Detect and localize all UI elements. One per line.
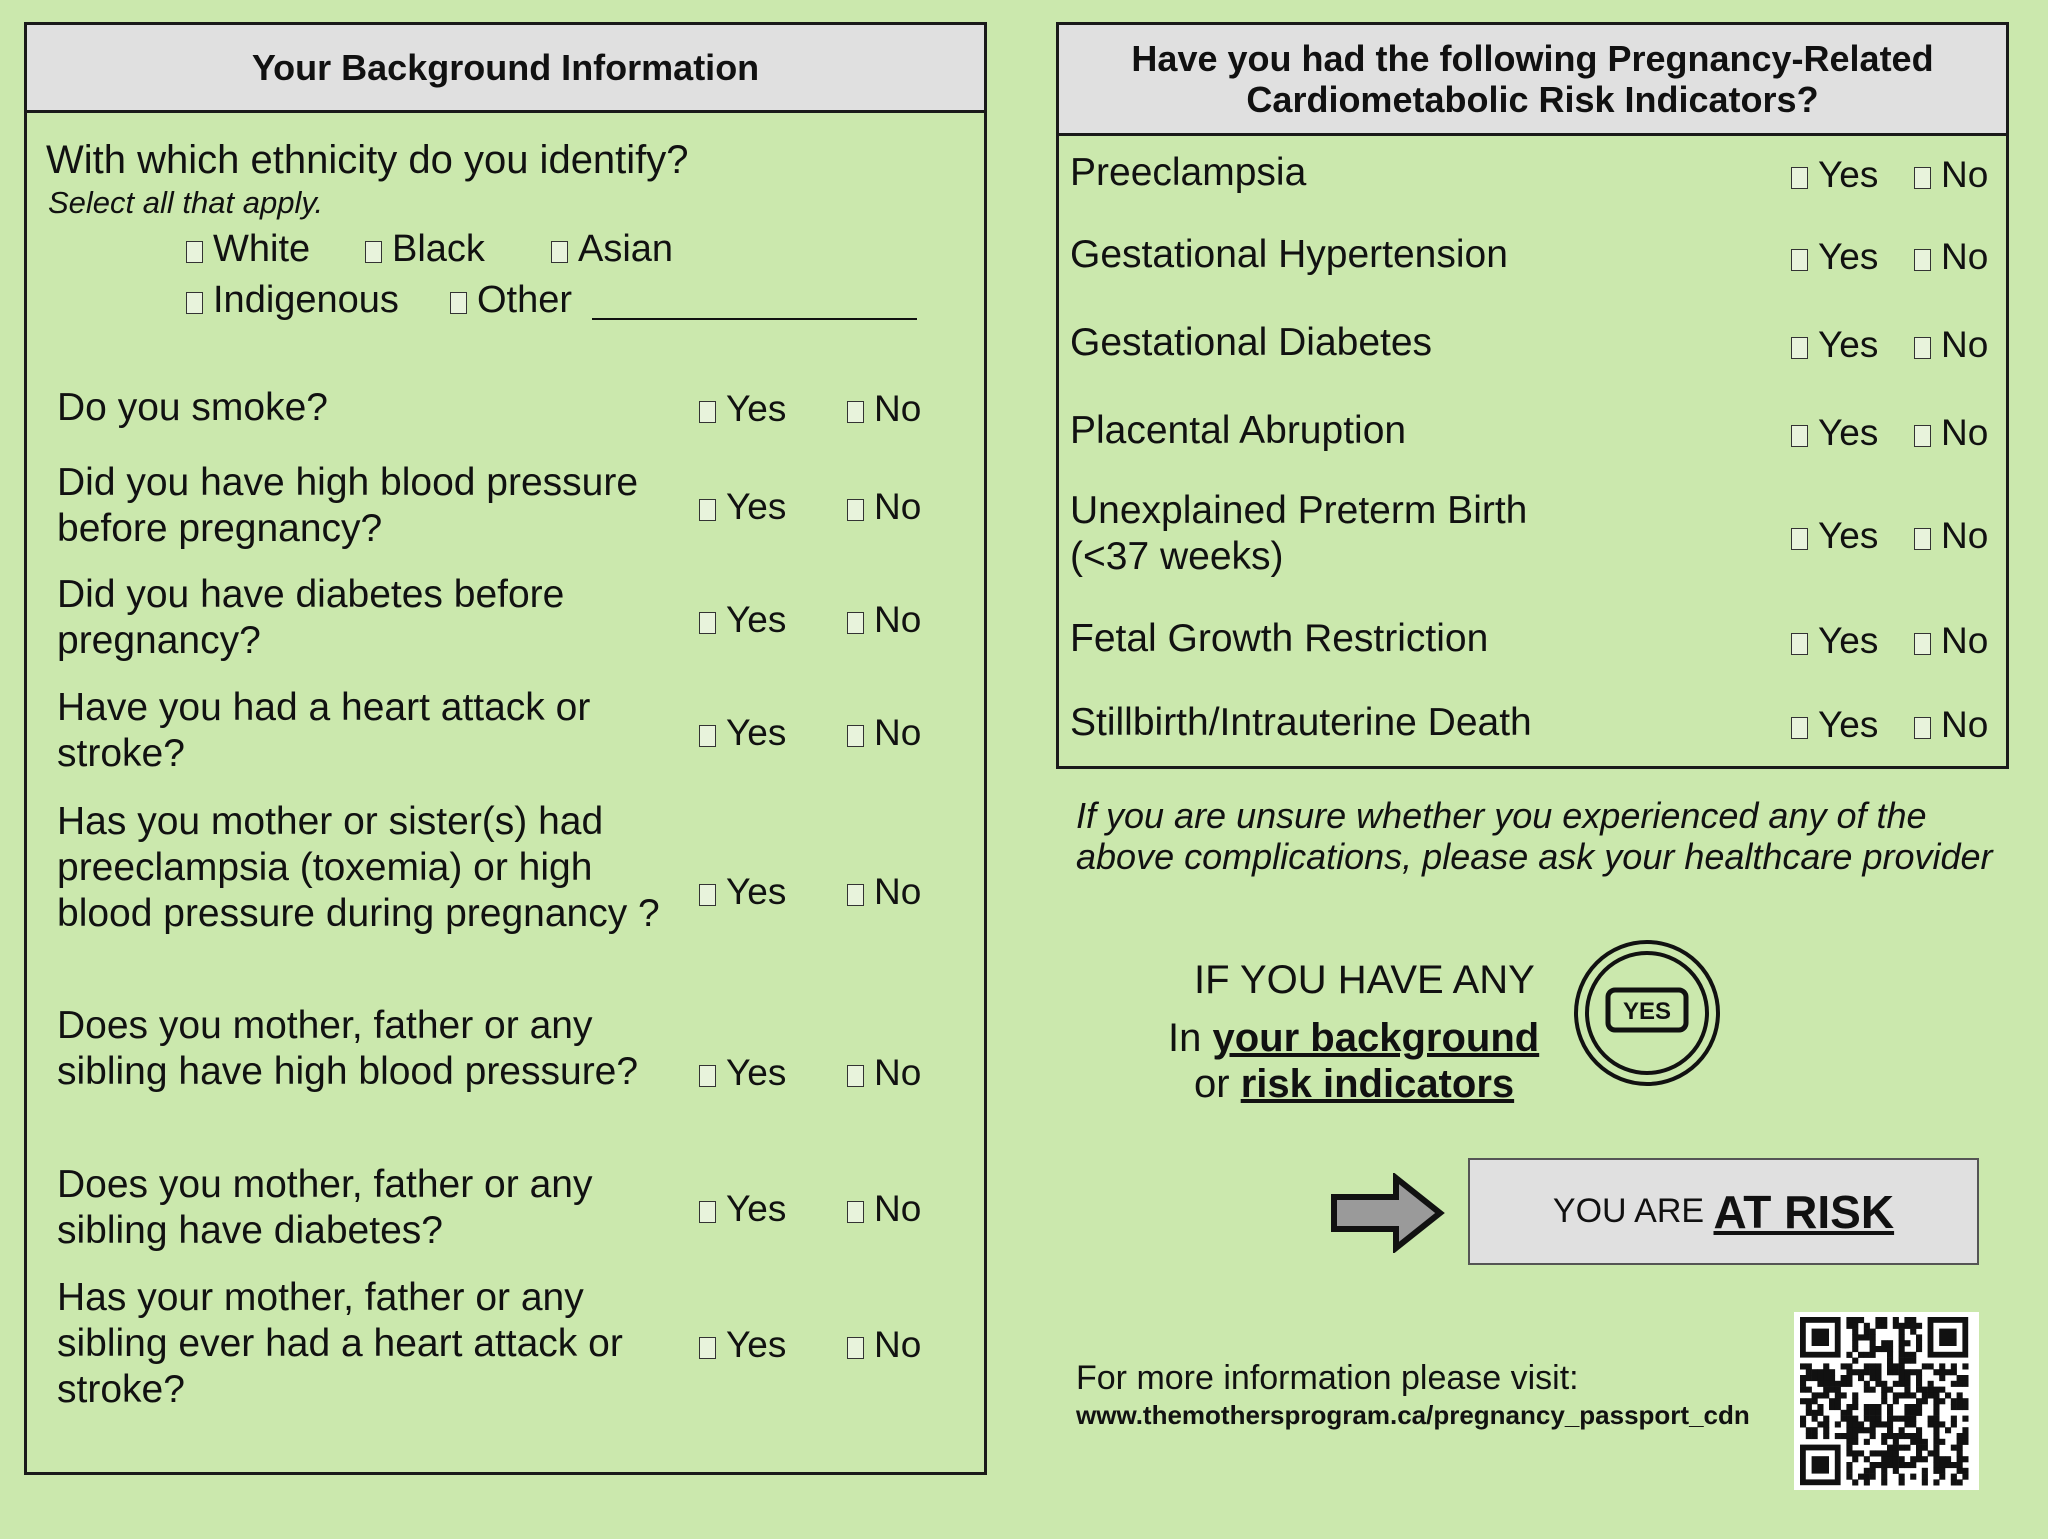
unsure-note: If you are unsure whether you experienced any of the above complications, please ask your healthcare provider	[1076, 795, 1993, 877]
checkbox[interactable]	[1791, 528, 1808, 550]
checkbox[interactable]	[847, 1201, 864, 1223]
preeclampsia-yes[interactable]: Yes	[1791, 154, 1878, 196]
checkbox[interactable]	[699, 1065, 716, 1087]
checkbox[interactable]	[1914, 249, 1931, 271]
heart-attack-no[interactable]: No	[847, 712, 921, 754]
checkbox[interactable]	[1914, 337, 1931, 359]
placental-abruption-no[interactable]: No	[1914, 412, 1988, 454]
checkbox[interactable]	[1914, 528, 1931, 550]
ethnicity-option-indigenous[interactable]: Indigenous	[186, 279, 399, 322]
checkbox[interactable]	[847, 884, 864, 906]
ethnicity-option-asian[interactable]: Asian	[551, 228, 673, 271]
risk-indicators-link: risk indicators	[1240, 1062, 1515, 1106]
checkbox[interactable]	[186, 241, 203, 263]
checkbox[interactable]	[1791, 633, 1808, 655]
risk-title: Have you had the following Pregnancy-Related Cardiometabolic Risk Indicators?	[1059, 25, 2006, 136]
placental-abruption-yes[interactable]: Yes	[1791, 412, 1878, 454]
smoke-yes[interactable]: Yes	[699, 388, 786, 430]
checkbox[interactable]	[551, 241, 568, 263]
preterm-birth-no[interactable]: No	[1914, 515, 1988, 557]
risk-item-stillbirth: Stillbirth/Intrauterine Death	[1070, 701, 1532, 744]
checkbox[interactable]	[847, 612, 864, 634]
arrow-right-icon	[1330, 1173, 1446, 1253]
ethnicity-hint: Select all that apply.	[48, 185, 324, 220]
risk-item-gestational-diabetes: Gestational Diabetes	[1070, 321, 1433, 364]
family-heart-attack-no[interactable]: No	[847, 1324, 921, 1366]
other-ethnicity-line[interactable]	[592, 318, 917, 320]
ethnicity-option-other[interactable]: Other	[450, 279, 572, 322]
heart-attack-yes[interactable]: Yes	[699, 712, 786, 754]
fetal-growth-restriction-no[interactable]: No	[1914, 620, 1988, 662]
risk-item-preeclampsia: Preeclampsia	[1070, 151, 1307, 194]
checkbox[interactable]	[1791, 425, 1808, 447]
qr-code[interactable]	[1794, 1312, 1979, 1490]
stillbirth-no[interactable]: No	[1914, 704, 1988, 746]
at-risk-emphasis: AT RISK	[1713, 1185, 1895, 1238]
checkbox[interactable]	[1791, 249, 1808, 271]
callout-line-2: In your background	[1168, 1016, 1540, 1060]
question-family-preeclampsia: Has you mother or sister(s) had preeclampsia (toxemia) or high blood pressure during pregnancy ?	[57, 800, 660, 935]
fetal-growth-restriction-yes[interactable]: Yes	[1791, 620, 1878, 662]
ethnicity-question: With which ethnicity do you identify?	[46, 138, 689, 182]
checkbox[interactable]	[699, 1337, 716, 1359]
question-bp-before: Did you have high blood pressure before pregnancy?	[57, 461, 639, 550]
checkbox[interactable]	[1914, 167, 1931, 189]
question-family-bp: Does you mother, father or any sibling have high blood pressure?	[57, 1004, 639, 1093]
diabetes-before-yes[interactable]: Yes	[699, 599, 786, 641]
checkbox[interactable]	[1914, 425, 1931, 447]
checkbox[interactable]	[699, 499, 716, 521]
gestational-hypertension-yes[interactable]: Yes	[1791, 236, 1878, 278]
risk-item-fetal-growth-restriction: Fetal Growth Restriction	[1070, 617, 1489, 660]
checkbox[interactable]	[365, 241, 382, 263]
checkbox[interactable]	[186, 292, 203, 314]
checkbox[interactable]	[699, 612, 716, 634]
question-family-heart-attack: Has your mother, father or any sibling ever had a heart attack or stroke?	[57, 1276, 623, 1411]
checkbox[interactable]	[1791, 717, 1808, 739]
checkbox[interactable]	[699, 401, 716, 423]
family-diabetes-no[interactable]: No	[847, 1188, 921, 1230]
checkbox[interactable]	[1791, 167, 1808, 189]
checkbox[interactable]	[699, 1201, 716, 1223]
gestational-hypertension-no[interactable]: No	[1914, 236, 1988, 278]
ethnicity-option-black[interactable]: Black	[365, 228, 485, 271]
bp-before-no[interactable]: No	[847, 486, 921, 528]
preterm-birth-yes[interactable]: Yes	[1791, 515, 1878, 557]
gestational-diabetes-yes[interactable]: Yes	[1791, 324, 1878, 366]
family-preeclampsia-no[interactable]: No	[847, 871, 921, 913]
diabetes-before-no[interactable]: No	[847, 599, 921, 641]
checkbox[interactable]	[1914, 717, 1931, 739]
checkbox[interactable]	[847, 1065, 864, 1087]
question-smoke: Do you smoke?	[57, 386, 328, 429]
risk-item-gestational-hypertension: Gestational Hypertension	[1070, 233, 1508, 276]
risk-item-preterm-birth: Unexplained Preterm Birth (<37 weeks)	[1070, 489, 1528, 578]
ethnicity-option-white[interactable]: White	[186, 228, 310, 271]
yes-badge-text: YES	[1622, 998, 1672, 1025]
callout-line-1: IF YOU HAVE ANY	[1194, 958, 1535, 1002]
footer-url[interactable]: www.themothersprogram.ca/pregnancy_passport_cdn	[1076, 1400, 1750, 1430]
checkbox[interactable]	[1791, 337, 1808, 359]
checkbox[interactable]	[847, 1337, 864, 1359]
smoke-no[interactable]: No	[847, 388, 921, 430]
checkbox[interactable]	[1914, 633, 1931, 655]
yes-badge-icon	[1572, 938, 1722, 1088]
checkbox[interactable]	[699, 884, 716, 906]
question-heart-attack: Have you had a heart attack or stroke?	[57, 686, 591, 775]
checkbox[interactable]	[699, 725, 716, 747]
your-background-link: your background	[1212, 1016, 1540, 1060]
checkbox[interactable]	[450, 292, 467, 314]
family-diabetes-yes[interactable]: Yes	[699, 1188, 786, 1230]
family-heart-attack-yes[interactable]: Yes	[699, 1324, 786, 1366]
at-risk-box	[1468, 1158, 1979, 1265]
family-bp-yes[interactable]: Yes	[699, 1052, 786, 1094]
question-diabetes-before: Did you have diabetes before pregnancy?	[57, 573, 565, 662]
family-bp-no[interactable]: No	[847, 1052, 921, 1094]
bp-before-yes[interactable]: Yes	[699, 486, 786, 528]
checkbox[interactable]	[847, 499, 864, 521]
checkbox[interactable]	[847, 725, 864, 747]
at-risk-prefix: YOU ARE	[1552, 1192, 1714, 1230]
preeclampsia-no[interactable]: No	[1914, 154, 1988, 196]
footer-label: For more information please visit:	[1076, 1359, 1579, 1397]
stillbirth-yes[interactable]: Yes	[1791, 704, 1878, 746]
risk-item-placental-abruption: Placental Abruption	[1070, 409, 1407, 452]
callout-line-3: or risk indicators	[1194, 1062, 1515, 1106]
background-title: Your Background Information	[27, 25, 984, 113]
gestational-diabetes-no[interactable]: No	[1914, 324, 1988, 366]
checkbox[interactable]	[847, 401, 864, 423]
question-family-diabetes: Does you mother, father or any sibling have diabetes?	[57, 1163, 593, 1252]
family-preeclampsia-yes[interactable]: Yes	[699, 871, 786, 913]
